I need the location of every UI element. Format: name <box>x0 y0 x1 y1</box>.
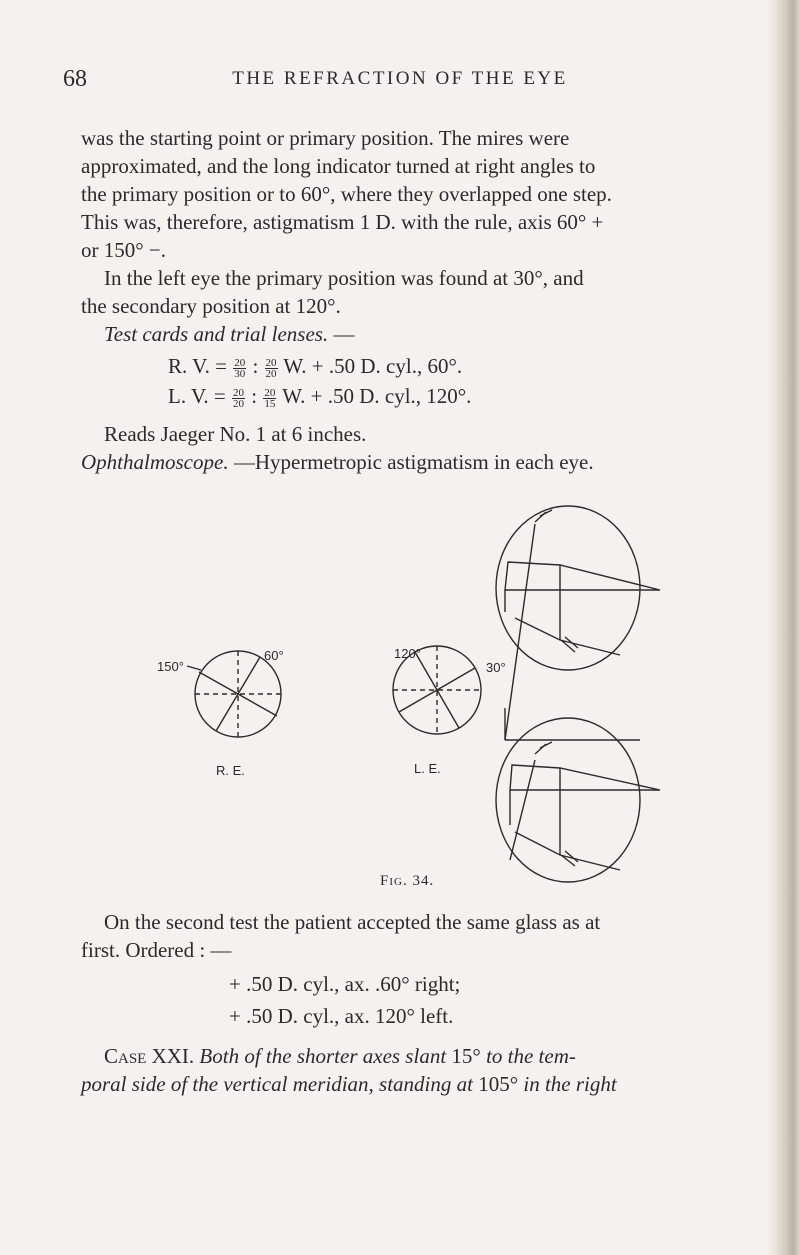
re-mire-diagram <box>187 651 281 737</box>
para1-line-1: was the starting point or primary position. The mires were <box>81 126 570 150</box>
rv-f2-den: 20 <box>265 367 277 380</box>
para1-line-5: or 150° −. <box>81 238 166 262</box>
case-line-2 <box>81 1070 617 1098</box>
case-label: Case XXI. <box>104 1044 195 1068</box>
upper-ophthalmoscope-field <box>496 506 660 740</box>
case-line1-tail: to the tem- <box>486 1044 576 1068</box>
case-line1-deg: 15° <box>451 1044 481 1068</box>
ophthalmoscope-label: Ophthalmoscope. <box>81 450 229 474</box>
para1-line-2: approximated, and the long indicator turned at right angles to <box>81 154 596 178</box>
para3-line-1: On the second test the patient accepted the same glass as at <box>104 910 601 934</box>
running-head: THE REFRACTION OF THE EYE <box>232 68 568 89</box>
lv-prefix: L. V. = <box>168 384 226 408</box>
rv-f1-den: 30 <box>234 367 246 380</box>
rv-f1-num: 20 <box>234 356 246 369</box>
case-line2-b: in the right <box>523 1072 617 1096</box>
lv-f2-den: 15 <box>264 397 276 410</box>
lv-f2-num: 20 <box>264 386 276 399</box>
rv-prefix: R. V. = <box>168 354 227 378</box>
case-line2-deg: 105° <box>478 1072 519 1096</box>
ophthalmoscope-text: —Hypermetropic astigmatism in each eye. <box>228 450 594 474</box>
case-line1-italic: Both of the shorter axes slant <box>199 1044 447 1068</box>
order-line-2: + .50 D. cyl., ax. 120° left. <box>229 1004 454 1028</box>
para3-line-2: first. Ordered : — <box>81 938 232 962</box>
lv-f1-num: 20 <box>233 386 244 399</box>
jaeger-line: Reads Jaeger No. 1 at 6 inches. <box>104 422 367 446</box>
rv-f2-num: 20 <box>265 356 277 369</box>
rv-suffix: W. + .50 D. cyl., 60°. <box>283 354 463 378</box>
le-label: L. E. <box>414 761 441 776</box>
para2-line-1: In the left eye the primary position was found at 30°, and <box>104 266 584 290</box>
lower-ophthalmoscope-field <box>496 718 660 882</box>
test-heading-text: Test cards and trial lenses. <box>104 322 329 346</box>
lv-f1-den: 20 <box>233 397 244 410</box>
rv-line: R. V. = $\frac{20}{30}$ : $\frac{20}{20}$ W. + .50 D. cyl., 60°. <box>168 354 463 380</box>
para1-line-4: This was, therefore, astigmatism 1 D. with the rule, axis 60° + <box>81 210 604 234</box>
case-line-1 <box>104 1042 576 1070</box>
lv-line: L. V. = $\frac{20}{20}$ : $\frac{20}{15}$ W. + .50 D. cyl., 120°. <box>168 384 472 410</box>
label-60-deg: 60° <box>264 648 284 663</box>
label-150-deg: 150° <box>157 659 184 674</box>
page-number: 68 <box>63 66 87 92</box>
re-label: R. E. <box>216 763 245 778</box>
lv-suffix: W. + .50 D. cyl., 120°. <box>282 384 472 408</box>
para2-line-2: the secondary position at 120°. <box>81 294 341 318</box>
order-line-1: + .50 D. cyl., ax. .60° right; <box>229 972 461 996</box>
para1-line-3: the primary position or to 60°, where they overlapped one step. <box>81 182 612 206</box>
figure-caption: Fig. 34. <box>380 873 435 889</box>
label-30-deg: 30° <box>486 660 506 675</box>
label-120-deg: 120° <box>394 646 421 661</box>
case-line2-a: poral side of the vertical meridian, standing at <box>81 1072 473 1096</box>
test-heading-dash: — <box>328 322 355 346</box>
